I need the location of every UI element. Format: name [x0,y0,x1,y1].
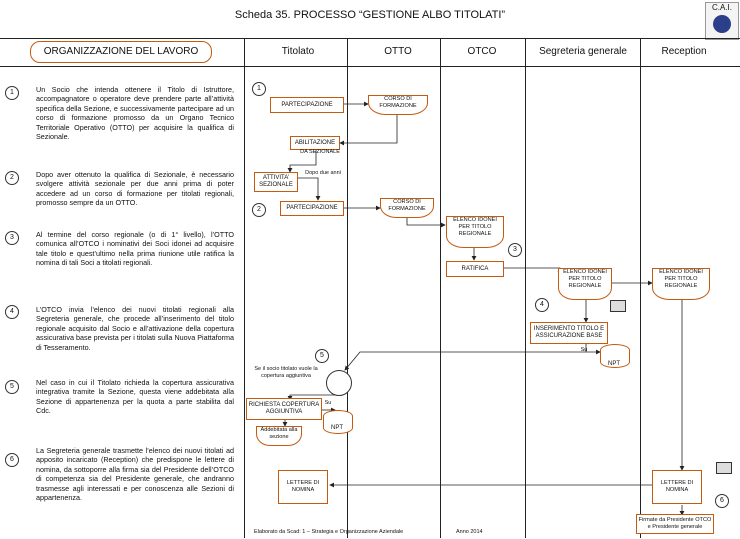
arrow [296,178,318,200]
ratifica-box: RATIFICA [446,261,504,277]
org-header: ORGANIZZAZIONE DEL LAVORO [30,41,212,63]
step-number: 1 [5,86,19,100]
elenco-idonei-label: ELENCO IDONEI [659,269,703,275]
step-description: L’OTCO invia l’elenco dei nuovi titolati regionali alla Segreteria generale, che procede all’inserimento del titolo regionale acquisito dal Socio e all’attivazione della copertura assicurativa base prevista per i titolati sulla Nuova Piattaforma di Tesseramento. [36,305,234,352]
elenco-idonei-label: ELENCO IDONEI [453,217,497,223]
computer-icon [716,462,732,474]
step-number: 3 [5,231,19,245]
corso-formazione-doc: CORSO DI FORMAZIONE [368,95,428,115]
decision-circle [326,370,352,396]
page-title: Scheda 35. PROCESSO “GESTIONE ALBO TITOLATI” [234,9,506,21]
elenco-idonei-seg-doc [558,268,612,300]
step-description: Nel caso in cui il Titolato richieda la copertura assicurativa integrativa tramite la Sezione, questa viene addebitata alla Sezione di appartenenza per la quota a parte stabilita dal Cdc. [36,378,234,416]
step-number: 5 [5,380,19,394]
lane-otco: OTCO [467,46,497,57]
flow-step-number: 6 [715,494,729,508]
npt-label: NPT [608,361,620,367]
flow-step-number: 4 [535,298,549,312]
partecipazione2-box: PARTECIPAZIONE [280,201,344,216]
partecipazione-box: PARTECIPAZIONE [270,97,344,113]
step-number: 6 [5,453,19,467]
per-titolo-label: PER TITOLO REGIONALE [664,276,698,289]
firmate-box: Firmate da Presidente OTCO e Presidente generale [636,514,714,534]
abilitazione-box: ABILITAZIONE [290,136,340,150]
step-number: 4 [5,305,19,319]
da-sezionale-label: DA SEZIONALE [300,149,340,155]
step-description: Un Socio che intenda ottenere il Titolo di Istruttore, accompagnatore o operatore deve prendere parte all’attività specifica della Sezione, e successivamente partecipare ad un corso di formazione promosso da un Organo Tecnico Territoriale Operativo (OTTO) per acquisire la qualifica di Sezionale. [36,85,234,142]
corso-formazione2-doc: CORSO DI FORMAZIONE [380,198,434,218]
dopo-due-anni-label: Dopo due anni [305,170,341,176]
step-description: Al termine del corso regionale (o di 1° livello), l’OTTO comunica all’OTCO i nominativi dei Soci idonei ad acquisire tale titolo e quest’ultimo nella prima riunione utile ratifica la nomina di tali Soci a titolati regionali. [36,230,234,268]
lane-segreteria: Segreteria generale [539,46,627,57]
su-label: Su [580,347,588,353]
lane-titolato: Titolato [281,46,315,57]
step-number: 2 [5,171,19,185]
flow-step-number: 5 [315,349,329,363]
arrow [345,352,586,370]
lane-otto: OTTO [384,46,412,57]
lettere-nomina-doc: LETTERE DI NOMINA [278,470,328,504]
step-description: Dopo aver ottenuto la qualifica di Sezionale, è necessario svolgere attività sezionale per due anni prima di poter accedere ad un corso di formazione per titolati regionali, promosso sempre da un OTTO. [36,170,234,208]
per-titolo-label: PER TITOLO REGIONALE [568,276,602,289]
computer-icon [610,300,626,312]
inserimento-titolo-box: INSERIMENTO TITOLO E ASSICURAZIONE BASE [530,322,608,344]
npt2-label: NPT [331,425,343,431]
flow-step-number: 1 [252,82,266,96]
footer-right: Anno 2014 [456,529,483,535]
addebitata-doc: Addebitata alla sezione [256,426,302,446]
arrow [340,113,397,143]
elenco-idonei-label: ELENCO IDONEI [563,269,607,275]
arrow [502,268,560,275]
lane-reception: Reception [661,46,707,57]
step-description: La Segreteria generale trasmette l’elenco dei nuovi titolati ad apposito incaricato (Reception) che predispone le lettere di nomina, da sottoporre alla firma sia del Presidente dell’OTCO di competenza sia del Presidente generale, che andranno trasmesse agli interessati e per conoscenza alle Sezioni di appartenenza. [36,446,234,503]
per-titolo-label: PER TITOLO REGIONALE [458,224,492,237]
flow-step-number: 2 [252,203,266,217]
se-titolato-label: Se il socio titolato vuole la copertura aggiuntiva [254,366,318,379]
richiesta-copertura-box: RICHIESTA COPERTURA AGGIUNTIVA [246,398,322,420]
elenco-idonei-rec-doc [652,268,710,300]
su2-label: Su [324,400,332,406]
footer-left: Elaborato da Scad: 1 – Strategia e Organizzazione Aziendale [254,529,404,535]
flow-step-number: 3 [508,243,522,257]
elenco-idonei-otto-doc [446,216,504,248]
lettere-nomina-rec-doc: LETTERE DI NOMINA [652,470,702,504]
logo-text: C.A.I. [711,3,732,12]
attivita-sezionale-box: ATTIVITA’ SEZIONALE [254,172,298,192]
